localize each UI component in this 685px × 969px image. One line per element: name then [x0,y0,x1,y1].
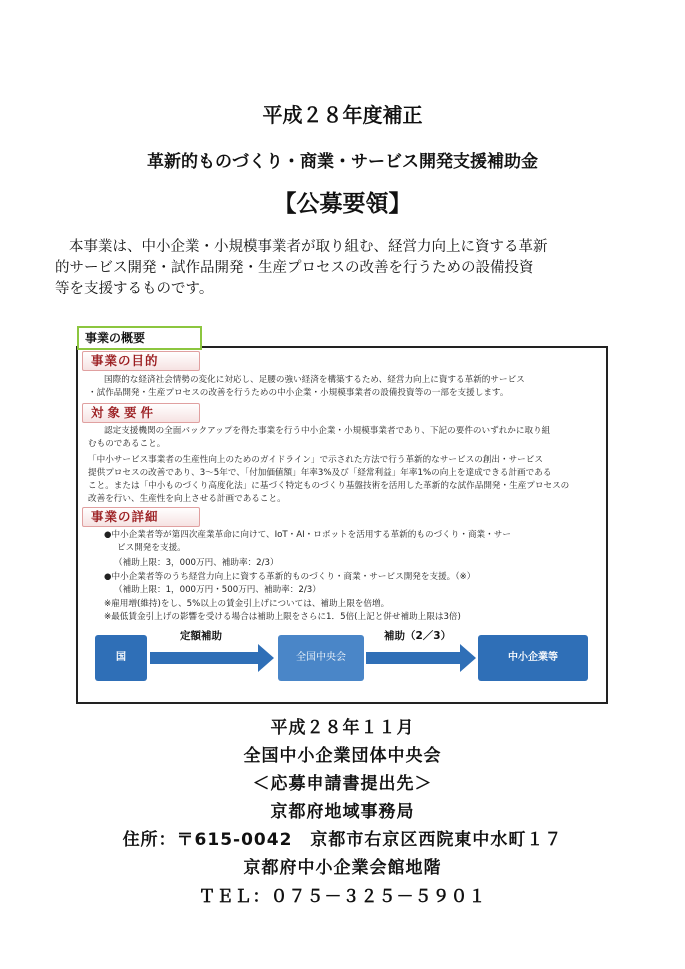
summary-tab-label: 事業の概要 [77,326,202,350]
section-heading-details: 事業の詳細 [82,507,200,527]
footer-date: 平成２８年１１月 [270,718,415,738]
intro-line-1: 本事業は、中小企業・小規模事業者が取り組む、経営力向上に資する革新 [69,239,548,255]
purpose-text-line: ・試作品開発・生産プロセスの改善を行うための中小企業・小規模事業者の設備投資等の一部を支援します。 [88,388,509,398]
details-text-line: ●中小企業者等のうち経営力向上に資する革新的ものづくり・商業・サービス開発を支援。（※） [104,572,476,582]
section-heading-purpose: 事業の目的 [82,351,200,371]
eligibility-text-line: 「中小サービス事業者の生産性向上のためのガイドライン」で示された方法で行う革新的なサービスの創出・サービス [88,455,543,465]
document-title-guidelines: 【公募要領】 [273,191,412,217]
flow-box-government: 国 [95,635,147,681]
eligibility-text-line: 認定支援機関の全面バックアップを得た事業を行う中小企業・小規模事業者であり、下記の要件のいずれかに取り組 [104,426,551,436]
intro-line-3: 等を支援するものです。 [55,281,214,297]
eligibility-text-line: 提供プロセスの改善であり、3～5年で、「付加価値額」年率3%及び「経常利益」年率1%の向上を達成できる計画である [88,468,552,478]
footer-office: 京都府地域事務局 [270,802,415,822]
flow-arrow-2 [366,640,478,676]
footer-organization: 全国中小企業団体中央会 [243,746,442,766]
details-text-line: ビス開発を支援。 [117,543,186,553]
intro-line-2: 的サービス開発・試作品開発・生産プロセスの改善を行うための設備投資 [55,260,534,276]
flow-arrow-label-subsidy: 補助（2／3） [384,630,452,642]
flow-box-central-association: 全国中央会 [278,635,364,681]
details-text-line: ※最低賃金引上げの影響を受ける場合は補助上限をさらに1．5倍(上記と併せ補助上限は3倍) [104,612,461,622]
section-heading-eligibility: 対象要件 [82,403,200,423]
footer-telephone: ＴＥＬ：０７５－３２５－５９０１ [198,887,487,907]
details-text-line: （補助上限：1，000万円・500万円、補助率：2/3） [114,585,321,595]
document-title-program: 革新的ものづくり・商業・サービス開発支援補助金 [147,152,538,172]
eligibility-text-line: 改善を行い、生産性を向上させる計画であること。 [88,494,286,504]
eligibility-text-line: むものであること。 [88,439,166,449]
footer-address: 住所：〒615-0042 京都市右京区西院東中水町１７ [122,830,563,850]
details-text-line: （補助上限：3，000万円、補助率：2/3） [114,558,279,568]
flow-box-sme: 中小企業等 [478,635,588,681]
eligibility-text-line: こと。または「中小ものづくり高度化法」に基づく特定ものづくり基盤技術を活用した革新的な試作品開発・生産プロセスの [88,481,570,491]
details-text-line: ●中小企業者等が第四次産業革命に向けて、IoT・AI・ロボットを活用する革新的ものづくり・商業・サー [104,530,511,540]
footer-building: 京都府中小企業会館地階 [243,858,442,878]
flow-arrow-1 [150,640,276,676]
purpose-text-line: 国際的な経済社会情勢の変化に対応し、足腰の強い経済を構築するため、経営力向上に資する革新的サービス [104,375,525,385]
flow-arrow-label-fixed: 定額補助 [180,630,222,642]
footer-submission-label: ＜応募申請書提出先＞ [252,774,433,794]
details-text-line: ※雇用増(維持)をし、5%以上の賃金引上げについては、補助上限を倍増。 [104,599,390,609]
document-title-year: 平成２８年度補正 [262,103,423,127]
